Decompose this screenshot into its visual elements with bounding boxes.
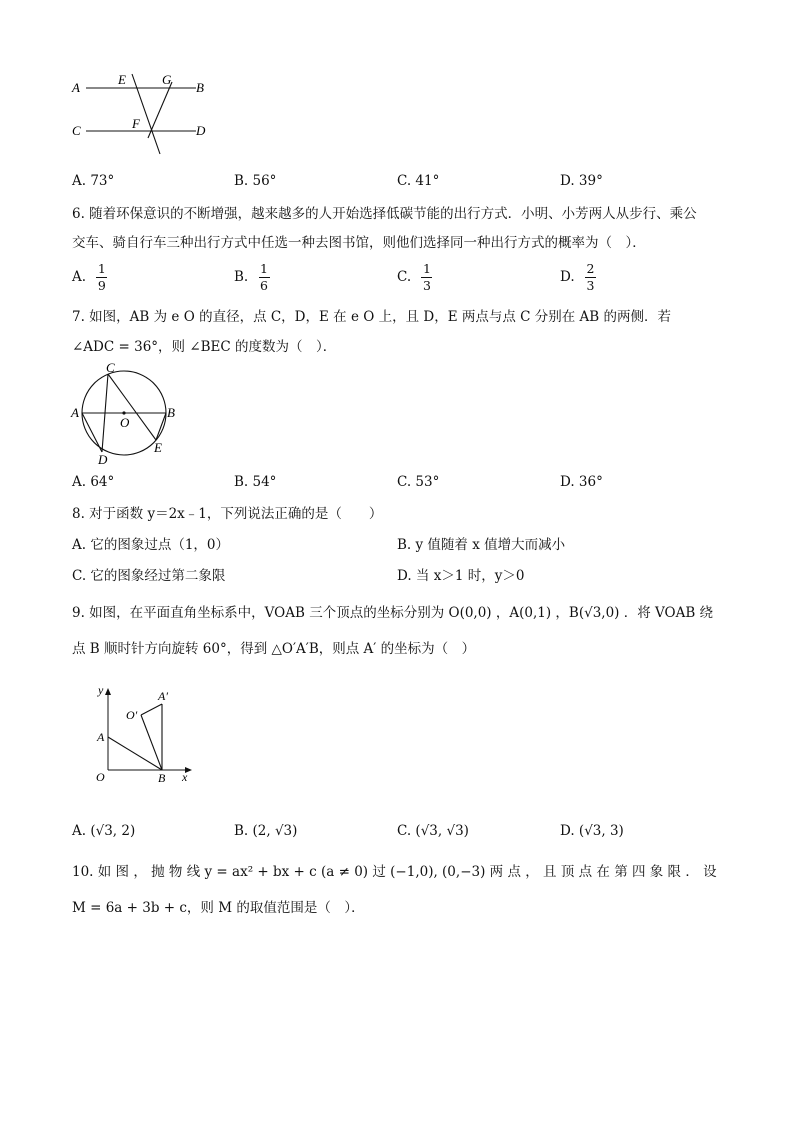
q6-stem-line2: 交车、骑自行车三种出行方式中任选一种去图书馆，则他们选择同一种出行方式的概率为（ ）．: [72, 235, 646, 251]
label-c: C: [72, 123, 81, 138]
q5-option-c[interactable]: C. 41°: [397, 173, 440, 189]
q8-option-b[interactable]: B. y 值随着 x 值增大而减小: [397, 537, 566, 553]
q7-option-b[interactable]: B. 54°: [234, 474, 277, 490]
label-d: D: [98, 452, 108, 466]
q9-stem-line2: 点 B 顺时针方向旋转 60°，得到 △O′A′B，则点 A′ 的坐标为（ ）: [72, 641, 476, 657]
coordinate-figure: [88, 680, 198, 784]
q9-option-c[interactable]: C. (√3, √3): [397, 823, 469, 839]
parallel-lines-figure: [66, 66, 226, 162]
q6-option-b-fraction: $\frac{1}{6}$: [260, 261, 268, 293]
label-d: D: [196, 123, 206, 138]
label-o-prime: O′: [126, 708, 138, 722]
q6-option-d-letter: D.: [560, 269, 575, 285]
q6-option-b-letter: B.: [234, 269, 249, 285]
label-o: O: [96, 770, 105, 784]
q5-option-d[interactable]: D. 39°: [560, 173, 603, 189]
label-a: A: [72, 80, 80, 95]
q6-option-a-fraction: $\frac{1}{9}$: [97, 261, 106, 293]
q7-option-d[interactable]: D. 36°: [560, 474, 603, 490]
q9-option-b[interactable]: B. (2, √3): [234, 823, 298, 839]
q7-stem-line2: ∠ADC = 36°，则 ∠BEC 的度数为（ ）．: [72, 339, 337, 355]
label-f: F: [132, 116, 140, 131]
q8-option-d[interactable]: D. 当 x＞1 时，y＞0: [397, 568, 525, 584]
q9-stem-line1: 9. 如图，在平面直角坐标系中，VOAB 三个顶点的坐标分别为 O(0,0) ，A(0,1) ，B(√3,0) ．将 VOAB 绕: [72, 605, 714, 621]
q7-stem-line1: 7. 如图，AB 为 e O 的直径，点 C，D，E 在 e O 上，且 D，E 两点与点 C 分别在 AB 的两侧．若: [72, 309, 672, 325]
q8-stem: 8. 对于函数 y＝2x﹣1，下列说法正确的是（ ）: [72, 506, 383, 522]
q6-stem-line1: 6. 随着环保意识的不断增强，越来越多的人开始选择低碳节能的出行方式．小明、小芳两人从步行、乘公: [72, 206, 697, 222]
label-o: O: [120, 415, 130, 430]
q5-option-a[interactable]: A. 73°: [72, 173, 115, 189]
label-g: G: [162, 72, 172, 87]
q7-option-a[interactable]: A. 64°: [72, 474, 115, 490]
label-b: B: [158, 771, 166, 784]
q6-option-c-letter: C.: [397, 269, 412, 285]
q6-option-d[interactable]: [560, 262, 596, 293]
circle-figure: [66, 360, 186, 466]
label-b: B: [167, 405, 175, 420]
label-a: A: [97, 730, 105, 744]
label-e: E: [154, 440, 162, 455]
q8-option-c[interactable]: C. 它的图象经过第二象限: [72, 568, 226, 584]
label-x: x: [182, 770, 188, 784]
q9-option-a[interactable]: A. (√3, 2): [72, 823, 136, 839]
q6-option-c[interactable]: [397, 262, 432, 293]
label-c: C: [106, 360, 115, 375]
label-a-prime: A′: [158, 689, 168, 703]
q5-option-b[interactable]: B. 56°: [234, 173, 277, 189]
q7-option-c[interactable]: C. 53°: [397, 474, 440, 490]
q10-stem-line1: 10. 如 图 ， 抛 物 线 y = ax² + bx + c (a ≠ 0) 过 (−1,0), (0,−3) 两 点 ， 且 顶 点 在 第 四 象 限 ． 设: [72, 864, 717, 880]
q6-option-b[interactable]: [234, 262, 270, 293]
label-y: y: [98, 683, 104, 697]
q6-option-a-letter: A.: [72, 269, 87, 285]
q6-option-c-fraction: $\frac{1}{3}$: [422, 261, 431, 293]
q8-option-a[interactable]: A. 它的图象过点（1，0）: [72, 537, 230, 553]
q10-stem-line2: M = 6a + 3b + c，则 M 的取值范围是（ ）．: [72, 900, 365, 916]
label-a: A: [71, 405, 79, 420]
q6-option-d-fraction: $\frac{2}{3}$: [586, 261, 595, 293]
label-b: B: [196, 80, 204, 95]
q6-option-a[interactable]: [72, 262, 107, 293]
label-e: E: [118, 72, 126, 87]
q9-option-d[interactable]: D. (√3, 3): [560, 823, 624, 839]
